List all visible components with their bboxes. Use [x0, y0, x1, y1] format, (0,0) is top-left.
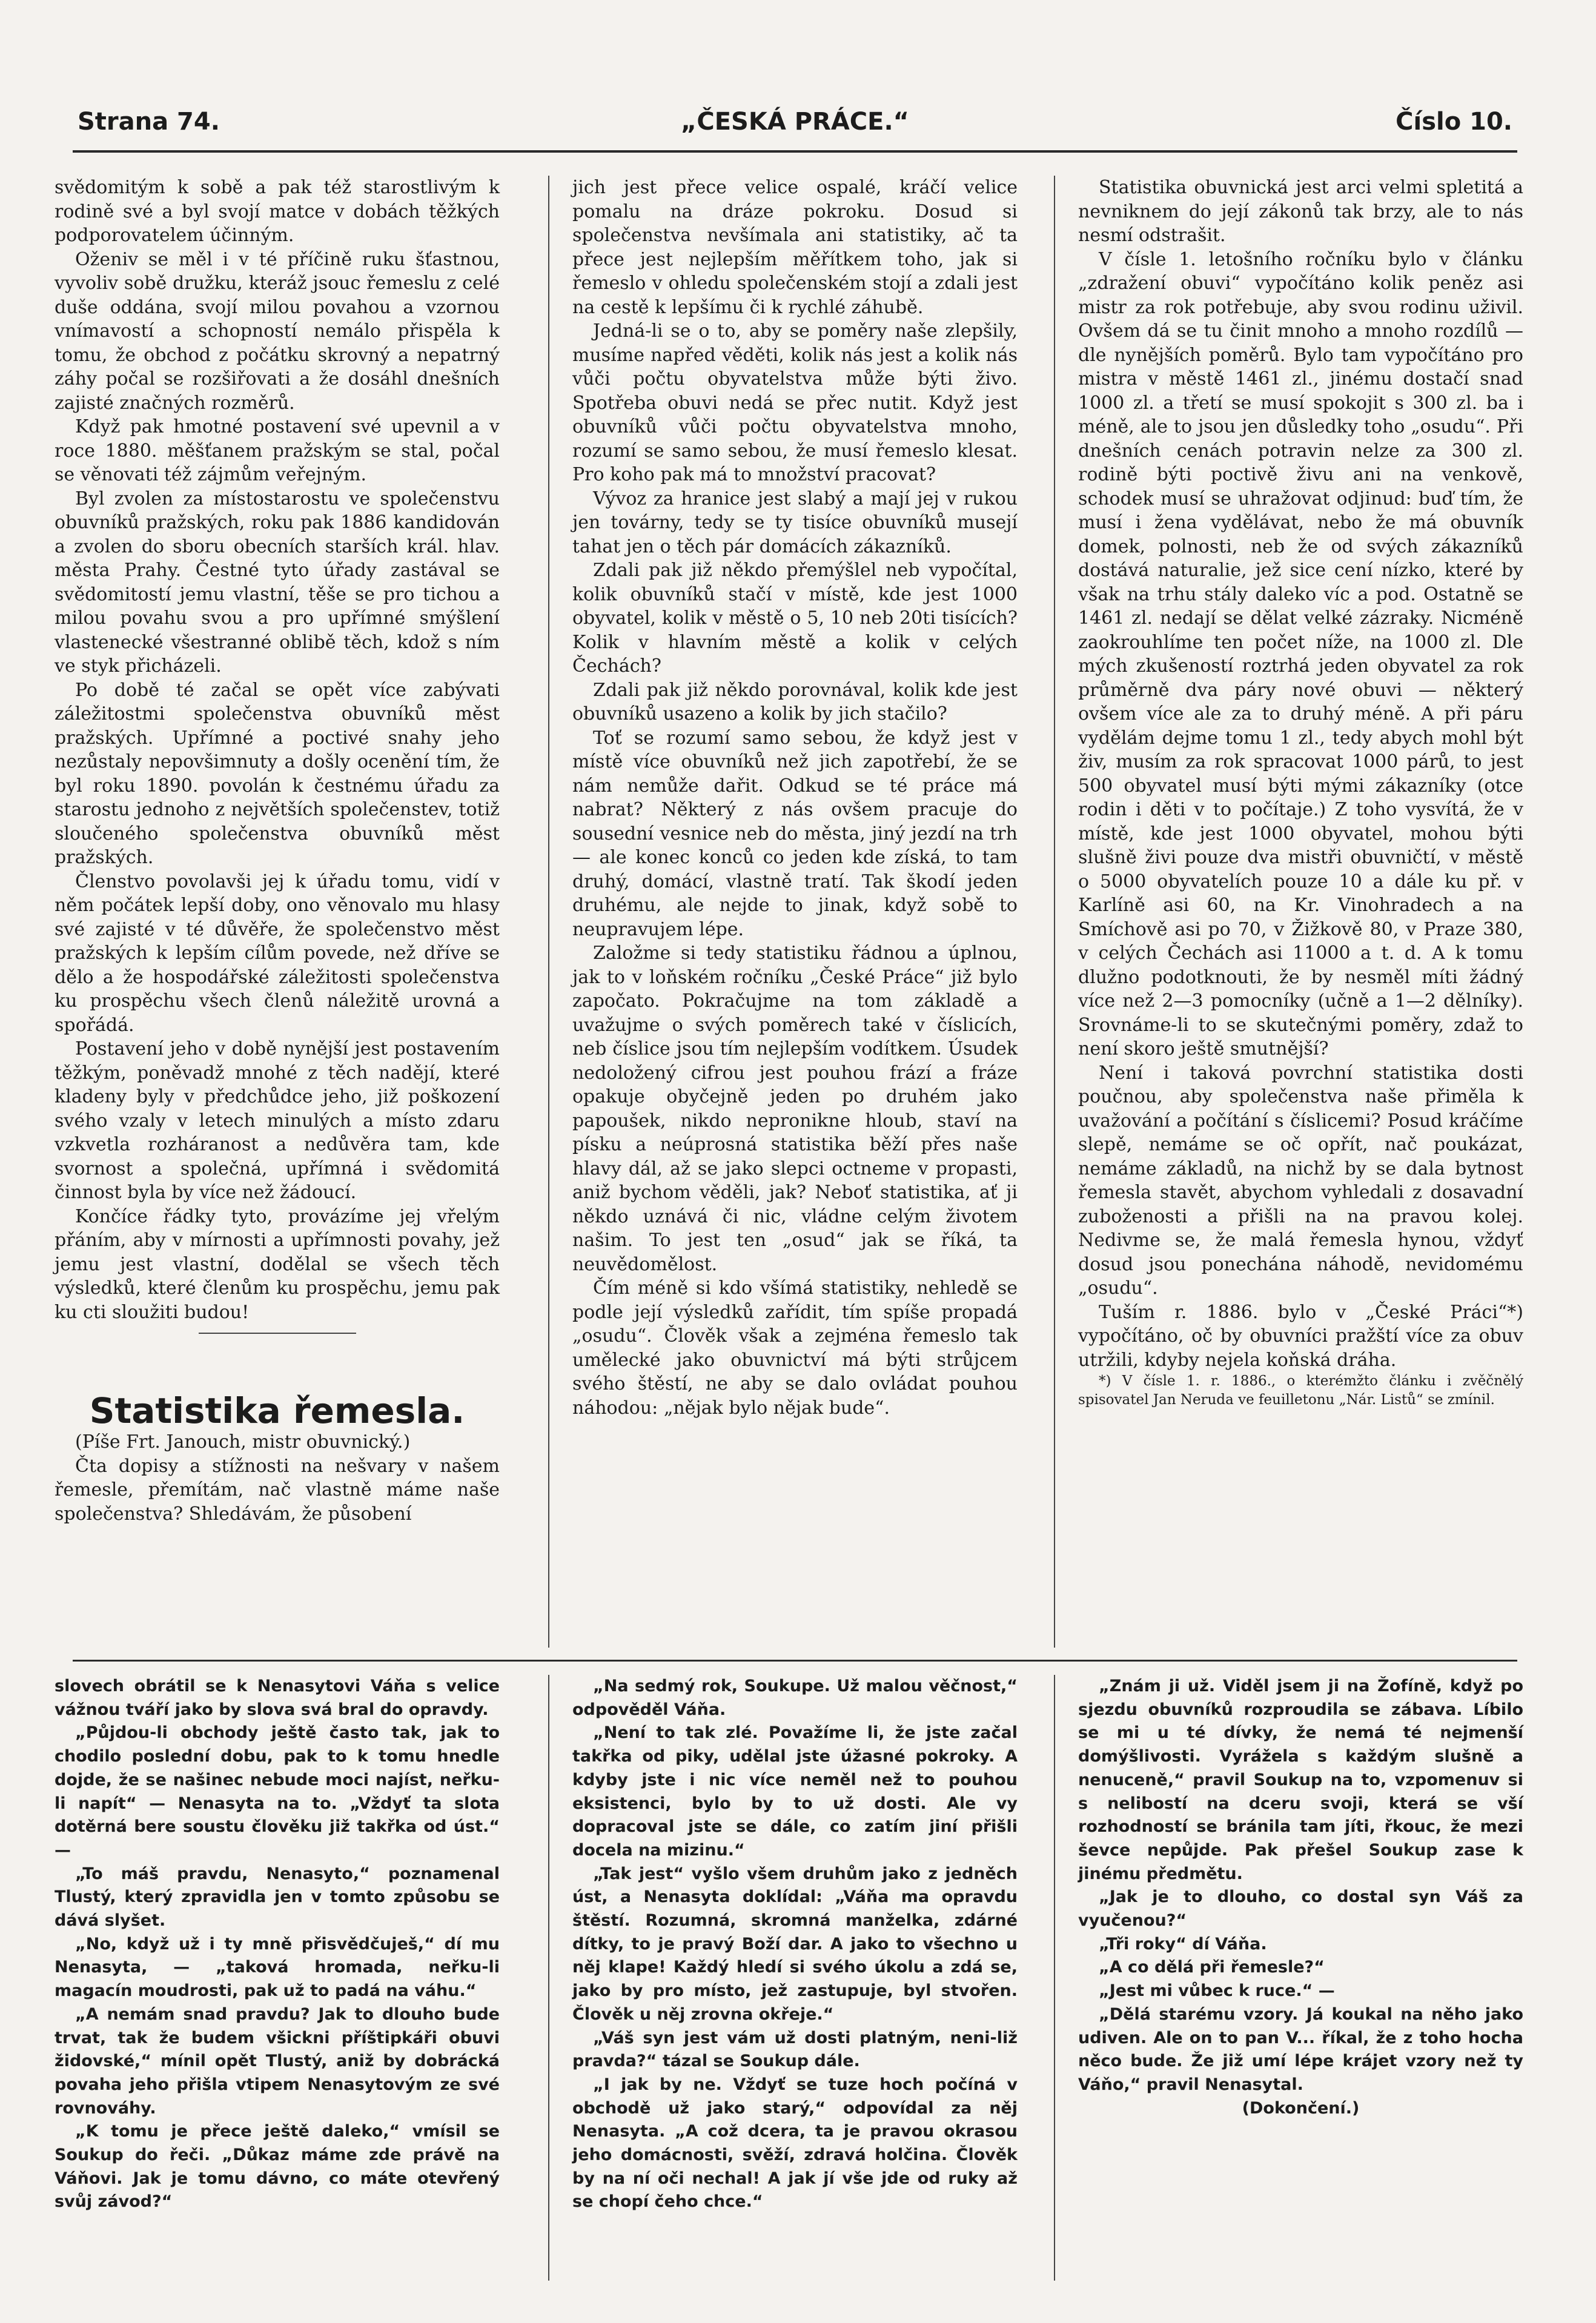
paragraph: Není i taková povrchní statistika dosti poučnou, aby společenstva naše přiměla k uvažování a počítání s číslicemi? Posud kráčíme slepě, nemáme se oč opřít, nač poukázat, nemáme základů, na nichž by se dala bytnost řemesla stavět, abychom vyhledali z dosavadní zuboženosti a přišli na na pravou kolej. Nedivme se, že malá řemesla hynou, vždyť dosud jsou ponechána náhodě, nevidomému „osudu“.	[1078, 1062, 1523, 1299]
page-number: Strana 74.	[78, 108, 220, 136]
paragraph: Po době té začal se opět více zabývati záležitostmi společenstva obuvníků měst pražských. Upřímné a poctivé snahy jeho nezůstaly nepovšimnuty a došly ocenění tím, že byl roku 1890. povolán k čestnému úřadu za starostu jednoho z největších společenstev, totiž sloučeného společenstva obuvníků měst pražských.	[55, 679, 500, 868]
footnote: *) V čísle 1. r. 1886., o kterémžto článku i zvěčnělý spisovatel Jan Neruda ve feuilletonu „Nár. Listů“ se zmínil.	[1078, 1373, 1523, 1408]
paragraph: Statistika obuvnická jest arci velmi spletitá a nevniknem do její zákonů tak brzy, ale to nás nesmí odstrašit.	[1078, 177, 1523, 246]
paragraph: Tuším r. 1886. bylo v „České Práci“*) vypočítáno, oč by obuvníci pražští více za obuv utržili, kdyby nejela koňská dráha.	[1078, 1301, 1523, 1371]
column-2	[572, 176, 1018, 1420]
paragraph: slovech obrátil se k Nenasytovi Váňa s velice vážnou tváří jako by slova svá bral do opravdy.	[55, 1677, 500, 1719]
masthead-title: „ČESKÁ PRÁCE.“	[681, 108, 909, 136]
paragraph: Čím méně si kdo všímá statistiky, nehledě se podle její výsledků zařídit, tím spíše propadá „osudu“. Člověk však a zejména řemeslo tak umělecké jako obuvnictví má býti strůjcem svého štěstí, ne aby se dalo ovládat pouhou náhodou: „nějak bylo nějak bude“.	[572, 1277, 1018, 1419]
paragraph: „Na sedmý rok, Soukupe. Už malou věčnost,“ odpověděl Váňa.	[572, 1677, 1018, 1719]
paragraph: „A nemám snad pravdu? Jak to dlouho bude trvat, tak že budem všickni příštipkáři obuvi židovské,“ mínil opět Tlustý, aniž by dobrácká povaha jeho přišla vtipem Nenasytovým ze své rovnováhy.	[55, 2004, 500, 2118]
paragraph: Postavení jeho v době nynější jest postavením těžkým, poněvadž mnohé z těch nadějí, které kladeny byly v předchůdce jeho, již poškození svého vzaly v letech minulých a místo zdaru vzkvetla rozháranost a nedůvěra tam, kde svornost a společná, upřímná i svědomitá činnost byla by více než žádoucí.	[55, 1038, 500, 1203]
continuation-note: (Dokončení.)	[1242, 2098, 1360, 2118]
paragraph: Toť se rozumí samo sebou, že když jest v místě více obuvníků než jich zapotřebí, že se nám nemůže dařit. Odkud se té práce má nabrat? Některý z nás ovšem pracuje do sousední vesnice neb do města, jiný jezdí na trh — ale konec konců co jeden kde získá, to tam druhý, domácí, vlastně tratí. Tak škodí jeden druhému, ale nejde to jinak, když sobě to neupravujem lépe.	[572, 727, 1018, 940]
paragraph: Končíce řádky tyto, provázíme jej vřelým přáním, aby v mírnosti a upřímnosti povahy, jež jemu jest vlastní, dodělal se všech těch výsledků, které členům ku prospěchu, jemu pak ku cti sloužiti budou!	[55, 1205, 500, 1323]
paragraph: „To máš pravdu, Nenasyto,“ poznamenal Tlustý, který zpravidla jen v tomto způsobu se dává slyšet.	[55, 1864, 500, 1930]
column-divider	[548, 176, 549, 1648]
paragraph: „Půjdou-li obchody ještě často tak, jak to chodilo poslední dobu, pak to k tomu hnedle dojde, že se našinec nebude moci najíst, neřku-li napít“ — Nenasyta na to. „Vždyť ta slota dotěrná bere soustu člověku již takřka od úst.“ —	[55, 1723, 500, 1860]
paragraph: Zdali pak již někdo porovnával, kolik kde jest obuvníků usazeno a kolik by jich stačilo?	[572, 679, 1018, 724]
column-divider	[1054, 1675, 1055, 2281]
article-byline: (Píše Frt. Janouch, mistr obuvnický.)	[75, 1431, 411, 1453]
paragraph: Vývoz za hranice jest slabý a mají jej v rukou jen továrny, tedy se ty tisíce obuvníků musejí tahat jen o těch pár domácích zákazníků.	[572, 488, 1018, 557]
issue-number: Číslo 10.	[1396, 108, 1512, 136]
paragraph: „Tak jest“ vyšlo všem druhům jako z jedněch úst, a Nenasyta doklídal: „Váňa ma opravdu štěstí. Rozumná, skromná manželka, zdárné dítky, to je pravý Boží dar. A jako to všechno u něj klape! Každý hledí si svého úkolu a zdá se, jako by pro místo, jež zastupuje, byl stvořen. Člověk u něj zrovna okřeje.“	[572, 1864, 1018, 2024]
paragraph: V čísle 1. letošního ročníku bylo v článku „zdražení obuvi“ vypočítáno kolik peněz asi mistr za rok potřebuje, aby svou rodinu uživil. Ovšem dá se tu činit mnoho a mnoho rozdílů — dle nynějších poměrů. Bylo tam vypočítáno pro mistra v městě 1461 zl., jinému dostačí snad 1000 zl. a třetí se musí spokojit s 300 zl. ba i méně, ale to jsou jen důsledky toho „osudu“. Při dnešních cenách potravin nelze za 300 zl. rodině býti poctivě živu ani na venkově, schodek musí se uhražovat odjinud: buď tím, že musí i žena vydělávat, nebo že má obuvník domek, polnosti, neb že od svých zákazníků dostává naturalie, jež sice cení nízko, které by však na trhu stály daleko víc a pod. Ostatně se 1461 zl. nedají se dělat velké zázraky. Nicméně zaokrouhlíme ten počet níže, na 1000 zl. Dle mých zkušeností roztrhá jeden obyvatel za rok průměrně dva páry nové obuvi — některý ovšem více ale za to druhý méně. A při páru vydělám dejme tomu 1 zl., tedy abych mohl být živ, musím za rok spracovat 1000 párů, to jest 500 obyvatel musí býti mými zákazníky (otce rodin i děti v to počítaje.) Z toho vysvítá, že v místě, kde jest 1000 obyvatel, mohou býti slušně živi pouze dva mistři obuvničtí, v městě o 5000 obyvatelích pouze 10 a dále ku př. v Karlíně asi 60, na Kr. Vinohradech a na Smíchově asi po 70, v Žižkově 80, v Praze 380, v celých Čechách asi 11000 a t. d. A k tomu dlužno podotknouti, že by nesměl míti žádný více než 2—3 pomocníky (učně a 1—2 dělníky). Srovnáme-li to se skutečnými poměry, zdaž to není skoro ještě smutnější?	[1078, 248, 1523, 1059]
article-title: Statistika řemesla.	[89, 1390, 465, 1431]
paragraph: „K tomu je přece ještě daleko,“ vmísil se Soukup do řeči. „Důkaz máme zde právě na Váňovi. Jak je tomu dávno, co máte otevřený svůj závod?“	[55, 2122, 500, 2212]
story-column-2	[572, 1675, 1018, 2214]
paragraph: svědomitým k sobě a pak též starostlivým k rodině své a byl svojí matce v dobách těžkých podporovatelem účinným.	[55, 177, 500, 246]
paragraph: „Tři roky“ dí Váňa.	[1099, 1934, 1267, 1954]
paragraph: jich jest přece velice ospalé, kráčí velice pomalu na dráze pokroku. Dosud si společenstva nevšímala ani statistiky, ač ta přece jest nejlepším měřítkem toho, jak si řemeslo v ohledu společenském stojí a zdali jest na cestě k lepšímu či k rychlé záhubě.	[572, 177, 1018, 318]
paragraph: Byl zvolen za místostarostu ve společenstvu obuvníků pražských, roku pak 1886 kandidován a zvolen do sboru obecních starších král. hlav. města Prahy. Čestné tyto úřady zastával se svědomitostí jemu vlastní, těše se pro tichou a milou povahu svou a pro upřímné smýšlení vlastenecké všestranné oblibě těch, kdož s ním ve styk přicházeli.	[55, 488, 500, 677]
paragraph: Založme si tedy statistiku řádnou a úplnou, jak to v loňském ročníku „České Práce“ již bylo započato. Pokračujme na tom základě a uvažujme o svých poměrech také v číslicích, neb číslice jsou tím nejlepším vodítkem. Úsudek nedoložený cifrou jest pouhou frází a fráze opakuje obyčejně jeden po druhém jako papoušek, nikdo nepronikne hloub, staví na písku a neúprosná statistika běží přes naše hlavy dál, až se jako slepci octneme v propasti, aniž bychom věděli, jak? Neboť statistika, ať ji někdo uznává či nic, vládne celým životem našim. To jest ten „osud“ jak se říká, ta neuvědomělost.	[572, 943, 1018, 1275]
paragraph: „Není to tak zlé. Považíme li, že jste začal takřka od piky, udělal jste úžasné pokroky. A kdyby jste i nic více neměl než to pouhou eksistenci, bylo by to už dosti. Ale vy dopracoval jste se dále, co zatím jiní přišli docela na mizinu.“	[572, 1723, 1018, 1860]
column-1	[55, 176, 500, 1526]
paragraph: „I jak by ne. Vždyť se tuze hoch počíná v obchodě už jako starý,“ odpovídal za něj Nenasyta. „A což dcera, ta je pravou okrasou jeho domácnosti, svěží, zdravá holčina. Člověk by na ní oči nechal! A jak jí vše jde od ruky až se chopí čeho chce.“	[572, 2075, 1018, 2212]
paragraph: „Jest mi vůbec k ruce.“ —	[1099, 1981, 1335, 2001]
column-divider	[548, 1675, 549, 2281]
section-rule	[73, 1660, 1517, 1662]
column-divider	[1054, 176, 1055, 1648]
paragraph: Jedná-li se o to, aby se poměry naše zlepšily, musíme napřed věděti, kolik nás jest a kolik nás vůči počtu obyvatelstva může býti živo. Spotřeba obuvi nedá se přec nutit. Když jest obuvníků vůči počtu obyvatelstva mnoho, rozumí se samo sebou, že musí řemeslo klesat. Pro koho pak má to množství pracovat?	[572, 320, 1018, 485]
paragraph: „Jak je to dlouho, co dostal syn Váš za vyučenou?“	[1078, 1887, 1523, 1930]
paragraph: Když pak hmotné postavení své upevnil a v roce 1880. měšťanem pražským se stal, počal se věnovati též zájmům veřejným.	[55, 416, 500, 485]
paragraph: Čta dopisy a stížnosti na nešvary v našem řemesle, přemítám, nač vlastně máme naše společenstva? Shledávám, že působení	[55, 1455, 500, 1525]
header-rule	[73, 150, 1517, 153]
page-header	[73, 108, 1517, 150]
paragraph: „A co dělá při řemesle?“	[1099, 1958, 1325, 1977]
paragraph: Oženiv se měl i v té příčině ruku šťastnou, vyvoliv sobě družku, kteráž jsouc řemeslu z celé duše oddána, svojí milou povahou a vzornou vnímavostí a schopností nemálo přispěla k tomu, že obchod z počátku skrovný a nepatrný záhy počal se rozšiřovati a že dosáhl dnešních zajisté značných rozměrů.	[55, 248, 500, 414]
story-column-3	[1078, 1675, 1523, 2120]
paragraph: „Dělá starému vzory. Já koukal na něho jako udiven. Ale on to pan V... říkal, že z toho hocha něco bude. Že již umí lépe krájet vzory než ty Váňo,“ pravil Nenasytal.	[1078, 2004, 1523, 2094]
paragraph: Zdali pak již někdo přemýšlel neb vypočítal, kolik obuvníků stačí v místě, kde jest 1000 obyvatel, kolik v městě o 5, 10 neb 20ti tisících? Kolik v hlavním městě a kolik v celých Čechách?	[572, 560, 1018, 677]
paragraph: „No, když už i ty mně přisvědčuješ,“ dí mu Nenasyta, — „taková hromada, neřku-li magacín moudrosti, pak už to padá na váhu.“	[55, 1934, 500, 2001]
story-column-1	[55, 1675, 500, 2214]
paragraph: Členstvo povolavši jej k úřadu tomu, vidí v něm počátek lepší doby, ono věnovalo mu hlasy své zajisté v té důvěře, že společenstvo měst pražských k lepším cílům povede, než dříve se dělo a že hospodářské záležitosti společenstva ku prospěchu všech členů náležitě urovná a spořádá.	[55, 870, 500, 1036]
paragraph: „Znám ji už. Viděl jsem ji na Žofíně, když po sjezdu obuvníků rozproudila se zábava. Líbilo se mi u té dívky, že nemá té nejmenší domýšlivosti. Vyrážela s každým slušně a nenuceně,“ pravil Soukup na to, vzpomenuv si s nelibostí na dceru svoji, která se vší rozhodností se bránila tam jíti, řkouc, že mezi ševce nepůjde. Pak přešel Soukup zase k jinému předmětu.	[1078, 1677, 1523, 1883]
paragraph: „Váš syn jest vám už dosti platným, neni-liž pravda?“ tázal se Soukup dále.	[572, 2028, 1018, 2071]
column-3	[1078, 176, 1523, 1410]
